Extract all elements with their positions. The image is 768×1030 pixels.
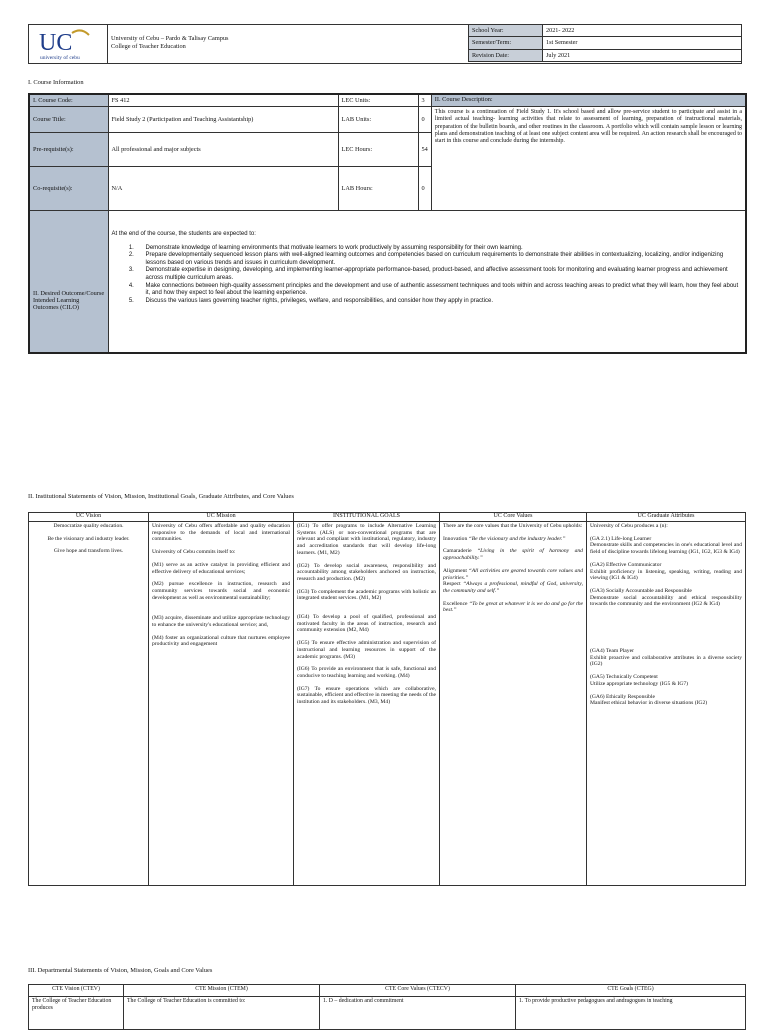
prerequisite-value: All professional and major subjects [108, 133, 338, 167]
goal-statement: (IG7) To ensure operations which are collaborative, sustainable, efficient and effective in meeting the needs of the institution and its stakeholders. (M3, M4) [297, 685, 436, 706]
goal-statement: (IG4) To develop a pool of qualified, professional and motivated faculty in the areas of instruction, research and community extension (M2, M4) [297, 614, 436, 634]
goal-statement: (IG6) To provide an environment that is safe, functional and conducive to teaching learning and working. (M4) [297, 666, 436, 679]
mission-statement: (M1) serve as an active catalyst in providing efficient and effective delivery of educational services; [152, 561, 290, 575]
lec-units-value: 3 [418, 94, 431, 107]
attribute-name: (GA4) Team Player [590, 648, 634, 655]
meta-value: 2021- 2022 [543, 25, 742, 37]
cilo-intro: At the end of the course, the students are expected to: [111, 231, 256, 237]
core-value-text: “To be great at whatever it is we do and go for the best.” [443, 600, 583, 614]
college-name: College of Teacher Education [111, 42, 186, 50]
graduate-attribute [590, 648, 742, 668]
institution-name-block [107, 25, 499, 63]
logo-cell [29, 25, 108, 63]
cilo-item: 5. Discuss the various laws governing teacher rights, privileges, welfare, and responsibilities, and consider how they apply in practice. [136, 298, 743, 306]
lab-hours-label: LAB Hours: [338, 167, 418, 211]
core-value [443, 536, 583, 543]
attribute-name: (GA 2.1) Life-long Learner [590, 535, 652, 542]
university-name: University of Cebu – Pardo & Talisay Campus [111, 35, 229, 42]
vision-statement: Give hope and transform lives. [53, 548, 124, 555]
core-value-name: Camaraderie [443, 548, 472, 555]
column-header: UC Graduate Attributes [587, 513, 746, 522]
core-value [443, 548, 583, 561]
graduate-attribute [590, 588, 742, 608]
attributes-intro: University of Cebu produces a (n): [590, 523, 668, 529]
vision-statement: Democratize quality education. [53, 523, 124, 529]
meta-row [469, 25, 742, 37]
core-value-name: Innovation [443, 535, 468, 542]
attribute-text: Exhibit proactive and collaborative attributes in a diverse society (IG2) [590, 654, 742, 668]
meta-label: School Year: [469, 25, 543, 37]
column-header: CTE Vision (CTEV) [29, 985, 124, 997]
prerequisite-label: Pre-requisite(s): [29, 133, 108, 167]
attribute-name: (GA2) Effective Communicator [590, 561, 662, 568]
cilo-content [108, 211, 746, 353]
meta-value: 1st Semester [543, 37, 742, 49]
core-value-name: Respect [443, 581, 461, 588]
uc-vision-cell [29, 522, 149, 886]
column-header: UC Core Values [440, 513, 587, 522]
section-title-course-info: I. Course Information [28, 79, 84, 86]
graduate-attribute [590, 536, 742, 556]
core-value-name: Alignment [443, 567, 467, 574]
course-code-label: I. Course Code: [29, 94, 108, 107]
mission-statement: (M4) foster an organizational culture that nurtures employee productivity and engagement [152, 634, 290, 648]
graduate-attribute [590, 562, 742, 582]
mission-statement: University of Cebu commits itself to: [152, 549, 236, 556]
meta-label: Revision Date: [469, 49, 543, 61]
goal-statement: (IG5) To ensure effective administration and supervision of instructional and learning resources in support of the academic programs. (M3) [297, 640, 436, 660]
course-title-label: Course Title: [29, 107, 108, 133]
mission-statement: (M2) pursue excellence in instruction, research and community services towards social and economic development as well as environmental sustainability; [152, 581, 290, 601]
graduate-attribute [590, 694, 742, 707]
core-value-text: “All activities are geared towards core values and priorities.” [443, 567, 583, 581]
goal-statement: (IG1) To offer programs to include Alternative Learning Systems (ALS) or non-conventional programs that are relevant and compliant with institutional, regulatory, industry and accreditation standards that will develop life-long learners. (M1, M2) [297, 523, 436, 556]
core-values-cell [440, 522, 587, 886]
goal-statement: (IG2) To develop social awareness, responsibility and accountability among stakeholders anchored on instruction, research and production. (M2) [297, 562, 436, 582]
course-description-label: II. Course Description: [431, 94, 746, 107]
attribute-name: (GA5) Technically Competent [590, 674, 658, 681]
cte-mission-cell: The College of Teacher Education is committed to: [124, 997, 320, 1030]
corequisite-label: Co-requisite(s): [29, 167, 108, 211]
column-header: CTE Mission (CTEM) [124, 985, 320, 997]
vision-statement: Be the visionary and industry leader. [47, 535, 130, 542]
meta-label: Semester/Term: [469, 37, 543, 49]
lab-units-label: LAB Units: [338, 107, 418, 133]
core-value-name: Excellence [443, 600, 468, 607]
attribute-text: Demonstrate skills and competencies in one's educational level and field of discipline towards lifelong learning (IG1, IG2, IG3 & IG4) [590, 542, 742, 556]
uc-mission-cell [149, 522, 294, 886]
core-value-text: “Be the visionary and the industry leader.” [468, 535, 566, 542]
cilo-item: 2. Prepare developmentally sequenced lesson plans with well-aligned learning outcomes and competencies based on curriculum requirements to demonstrate their abilities in contextualizing, localizing, and/or indigenizing lessons based on various trends and issues in curriculum development. [136, 252, 743, 267]
institutional-statements-table [28, 512, 746, 886]
attribute-name: (GA6) Ethically Responsible [590, 693, 655, 700]
lec-hours-value: 54 [418, 133, 431, 167]
attribute-text: Manifest ethical behavior in diverse situations (IG2) [590, 700, 708, 707]
column-header: UC Mission [149, 513, 294, 522]
meta-value: July 2021 [543, 49, 742, 61]
section-title-departmental: III. Departmental Statements of Vision, Mission, Goals and Core Values [28, 967, 213, 974]
departmental-statements-table [28, 984, 746, 1030]
cilo-item: 3. Demonstrate expertise in designing, developing, and implementing learner-appropriate performance-based, product-based, and affective assessment tools for monitoring and evaluating learner progress and achievement across multiple curriculum areas. [136, 267, 743, 282]
lec-hours-label: LEC Hours: [338, 133, 418, 167]
core-values-intro: There are the core values that the University of Cebu upholds: [443, 523, 583, 529]
document-meta-table [468, 24, 742, 62]
mission-statement: (M3) acquire, disseminate and utilize appropriate technology to enhance the university's educational service; and, [152, 615, 290, 629]
graduate-attributes-cell [587, 522, 746, 886]
core-value [443, 568, 583, 595]
cte-core-values-cell: 1. D – dedication and commitment [320, 997, 516, 1030]
document-header [28, 24, 742, 64]
cilo-item: 1. Demonstrate knowledge of learning environments that motivate learners to work productively by assuming responsibility for their own learning. [136, 245, 743, 253]
mission-statement: University of Cebu offers affordable and quality education responsive to the demands of local and international communities. [152, 523, 290, 543]
cilo-list [112, 245, 743, 306]
course-description-text: This course is a continuation of Field Study 1. It's school based and allow pre-service student to participate and assist in a limited actual teaching- learning activities that relate to assessment of learning, preparation of instructional materials, preparation of the bulletin boards, and other routines in the classroom. A portfolio which will contain sample lesson or learning plans and demonstration teaching of at least one subject content area will be required. An action research shall be encouraged to start in this course and conclude during the internship. [431, 107, 746, 211]
cte-goals-cell: 1. To provide productive pedagogues and andragogues in teaching [516, 997, 746, 1030]
column-header: INSTITUTIONAL GOALS [294, 513, 440, 522]
attribute-text: Exhibit proficiency in listening, speaking, writing, reading and viewing (IG1 & IG4) [590, 568, 742, 582]
graduate-attribute [590, 674, 742, 687]
core-value-text: “Always a professional, mindful of God, university, the community and self.” [443, 581, 583, 594]
cilo-item: 4. Make connections between high-quality assessment principles and the development and use of authentic assessment techniques and tools within and across teaching areas to predict what they will learn, how they feel about it, and how they expect to feel about the learning experience. [136, 283, 743, 298]
attribute-text: Demonstrate social accountability and ethical responsibility towards the community and the environment (IG2 & IG4) [590, 594, 742, 608]
lab-units-value: 0 [418, 107, 431, 133]
logo-text: university of cebu [40, 55, 80, 61]
attribute-name: (GA3) Socially Accountable and Responsible [590, 587, 692, 594]
core-value-text: “Living in the spirit of harmony and approachability.” [443, 548, 583, 562]
cilo-label: II. Desired Outcome/Course Intended Learning Outcomes (CILO) [29, 211, 108, 353]
course-title-value: Field Study 2 (Participation and Teaching Assistantship) [108, 107, 338, 133]
core-value [443, 601, 583, 614]
corequisite-value: N/A [108, 167, 338, 211]
column-header: CTE Core Values (CTECV) [320, 985, 516, 997]
meta-row [469, 49, 742, 61]
lab-hours-value: 0 [418, 167, 431, 211]
cte-vision-cell: The College of Teacher Education produces [29, 997, 124, 1030]
goal-statement: (IG3) To complement the academic programs with holistic an integrated student services. (M1, M2) [297, 588, 436, 602]
meta-row [469, 37, 742, 49]
institutional-goals-cell [294, 522, 440, 886]
column-header: UC Vision [29, 513, 149, 522]
attribute-text: Utilize appropriate technology (IG5 & IG7) [590, 680, 689, 687]
column-header: CTE Goals (CTEG) [516, 985, 746, 997]
logo-mark: UC [39, 30, 73, 56]
university-logo [29, 25, 107, 63]
course-code-value: FS 412 [108, 94, 338, 107]
course-info-table [28, 93, 747, 354]
lec-units-label: LEC Units: [338, 94, 418, 107]
section-title-institutional: II. Institutional Statements of Vision, Mission, Institutional Goals, Graduate Attributes, and Core Values [28, 493, 294, 500]
